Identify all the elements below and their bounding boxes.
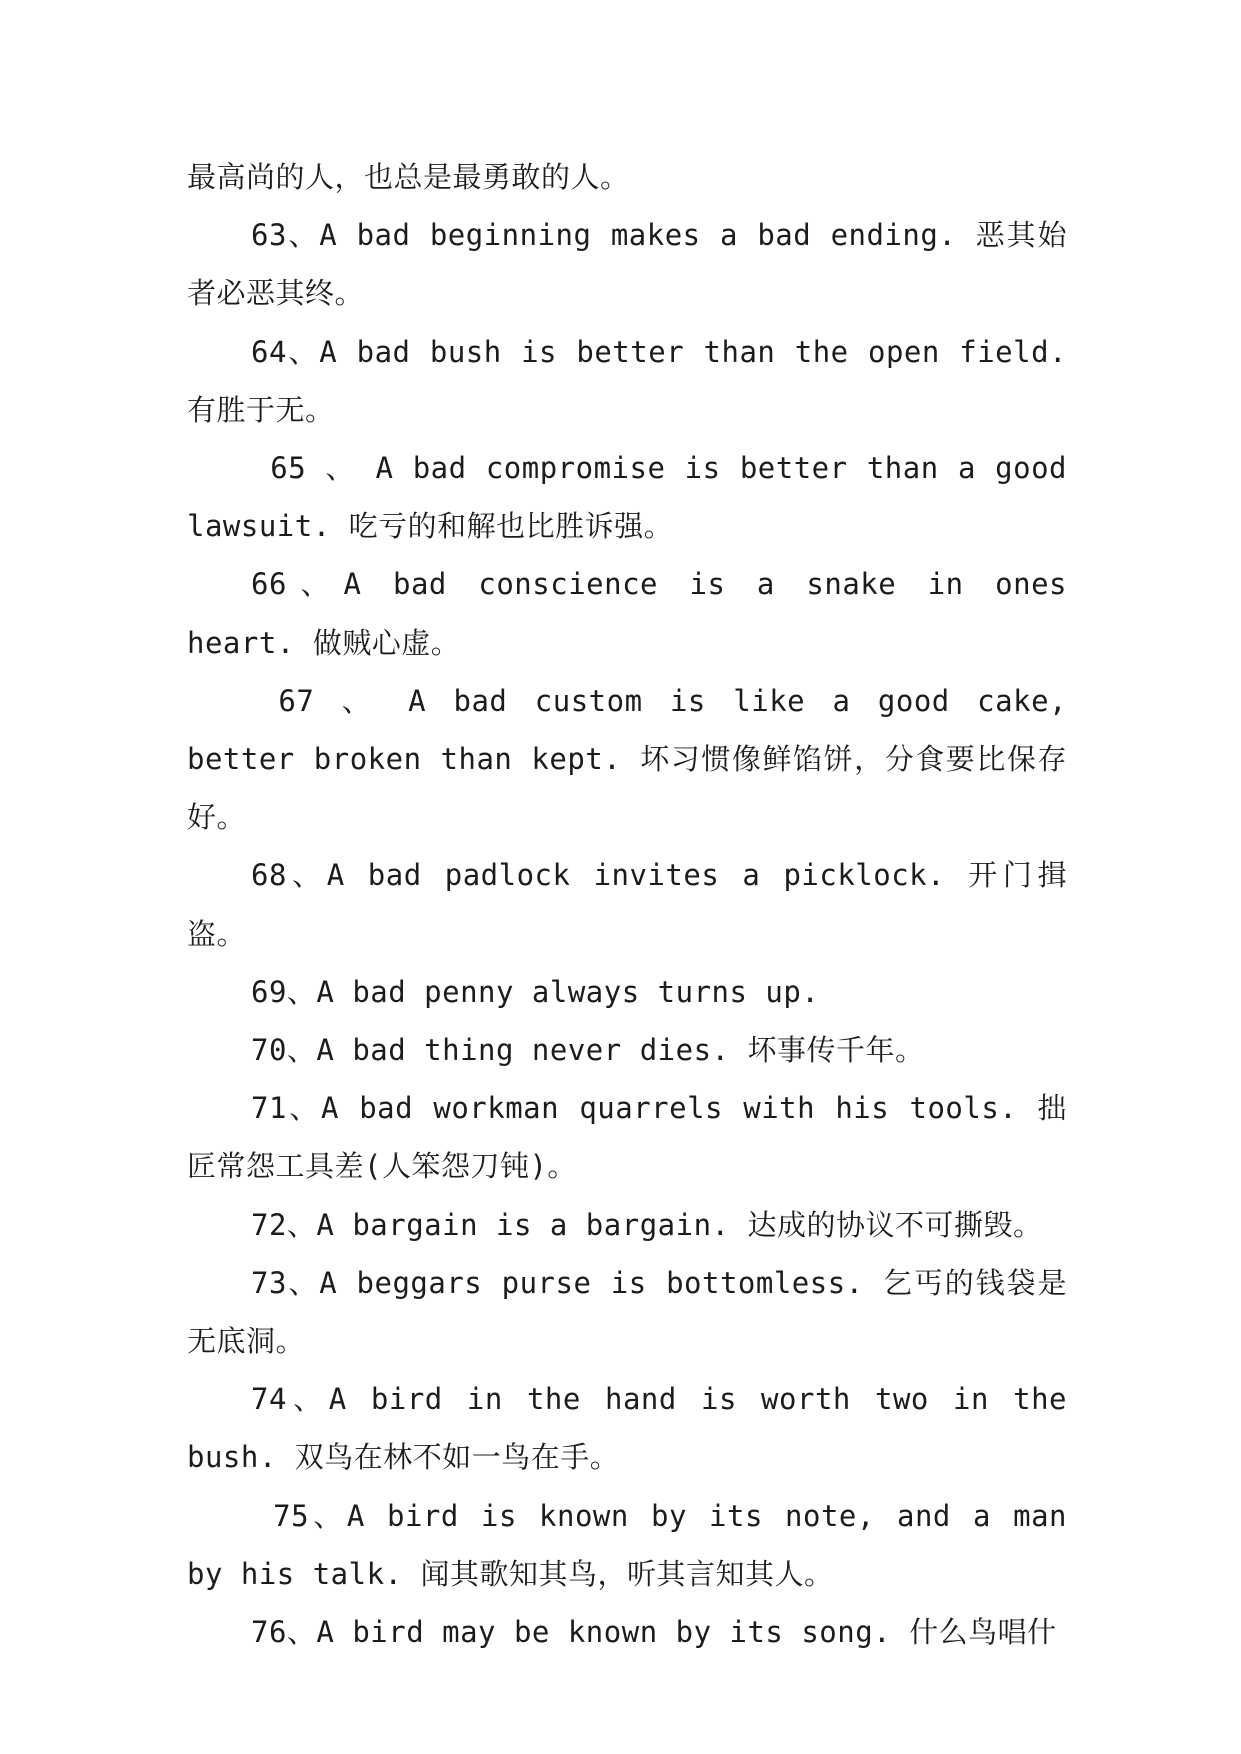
paragraph-67: 67 、 A bad custom is like a good cake, better broken than kept. 坏习惯像鲜馅饼，分食要比保存好。 [187, 683, 1085, 835]
paragraph-69: 69、A bad penny always turns up. [251, 974, 820, 1009]
paragraph-65: 65 、 A bad compromise is better than a good lawsuit. 吃亏的和解也比胜诉强。 [187, 451, 1085, 544]
paragraph-74: 74、A bird in the hand is worth two in the bush. 双鸟在林不如一鸟在手。 [187, 1382, 1085, 1475]
paragraph-63: 63、A bad beginning makes a bad ending. 恶其始者必恶其终。 [187, 218, 1067, 311]
paragraph-73: 73、A beggars purse is bottomless. 乞丐的钱袋是无底洞。 [187, 1265, 1067, 1359]
paragraph-64: 64、A bad bush is better than the open field. 有胜于无。 [187, 334, 1085, 427]
paragraph-62-continuation: 最高尚的人，也总是最勇敢的人。 [187, 160, 630, 194]
paragraph-71: 71、A bad workman quarrels with his tools. 拙匠常怨工具差(人笨怨刀钝)。 [187, 1091, 1067, 1184]
paragraph-68: 68、A bad padlock invites a picklock. 开门揖盗。 [187, 858, 1067, 951]
paragraph-76: 76、A bird may be known by its song. 什么鸟唱什 [251, 1615, 1057, 1650]
paragraph-66: 66、A bad conscience is a snake in ones heart. 做贼心虚。 [187, 567, 1085, 660]
paragraph-70: 70、A bad thing never dies. 坏事传千年。 [251, 1033, 925, 1068]
paragraph-75: 75、A bird is known by its note, and a man by his talk. 闻其歌知其鸟，听其言知其人。 [187, 1498, 1085, 1591]
paragraph-72: 72、A bargain is a bargain. 达成的协议不可撕毁。 [251, 1207, 1043, 1242]
document-body [187, 148, 1085, 1661]
